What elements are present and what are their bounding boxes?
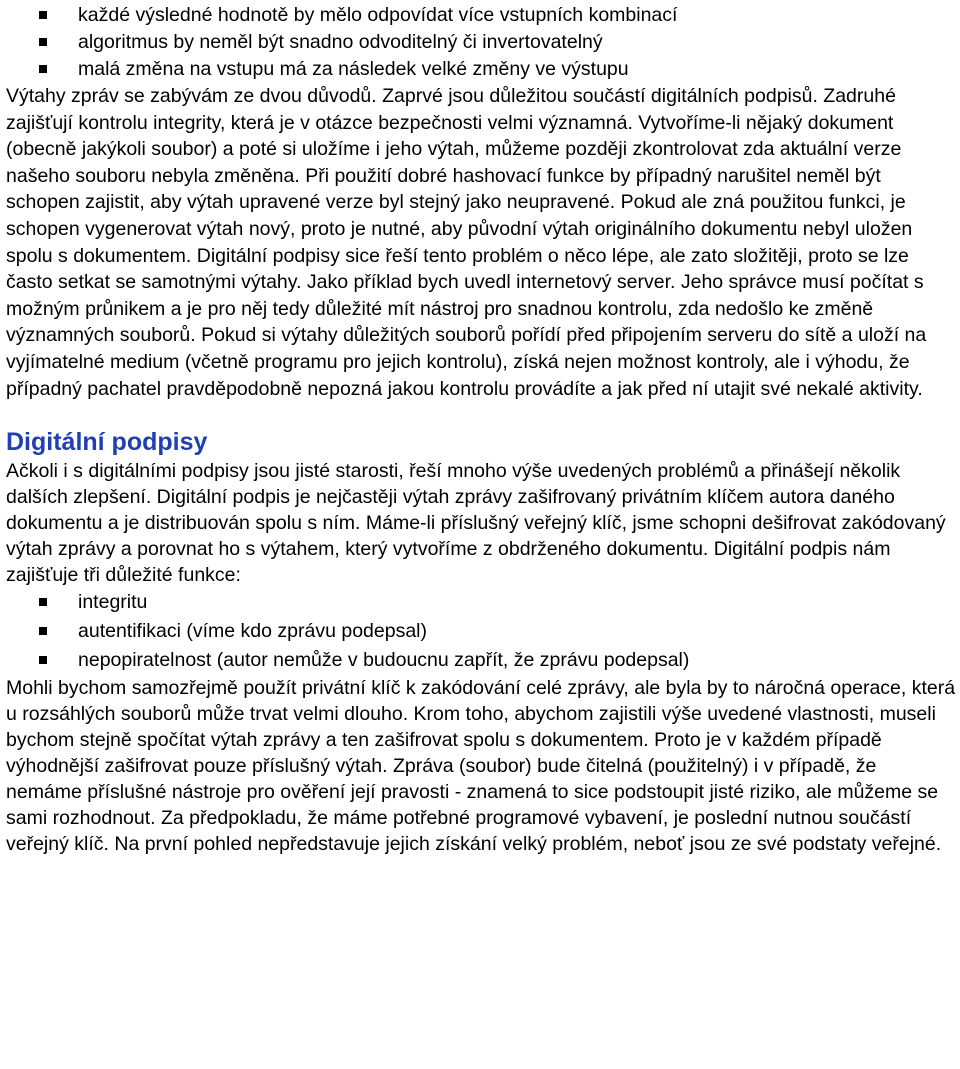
digital-signature-intro-paragraph: Ačkoli i s digitálními podpisy jsou jisté starosti, řeší mnoho výše uvedených problémů a přinášejí několik dalších zlepšení. Digitální podpis je nejčastěji výtah zprávy zašifrovaný privátním klíčem autora daného dokumentu a je distribuován spolu s ním. Máme-li příslušný veřejný klíč, jsme schopni dešifrovat zakódovaný výtah zprávy a porovnat ho s výtahem, který vytvoříme z obdrženého dokumentu. Digitální podpis nám zajišťuje tři důležité funkce:	[6, 460, 946, 587]
section-heading: Digitální podpisy	[6, 428, 208, 457]
list-item	[6, 56, 956, 83]
list-item-text: algoritmus by neměl být snadno odvoditelný či invertovatelný	[78, 31, 603, 53]
square-bullet-icon	[39, 38, 47, 46]
list-item-text: malá změna na vstupu má za následek velké změny ve výstupu	[78, 58, 629, 80]
list-item	[6, 646, 956, 675]
list-item	[6, 29, 956, 56]
square-bullet-icon	[39, 656, 47, 664]
closing-paragraph: Mohli bychom samozřejmě použít privátní klíč k zakódování celé zprávy, ale byla by to náročná operace, která u rozsáhlých souborů může trvat velmi dlouho. Krom toho, abychom zajistili výše uvedené vlastnosti, museli bychom stejně spočítat výtah zprávy a ten zašifrovat spolu s dokumentem. Proto je v každém případě výhodnější zašifrovat pouze příslušný výtah. Zpráva (soubor) bude čitelná (použitelný) i v případě, že nemáme příslušné nástroje pro ověření její pravosti - znamená to sice podstoupit jisté riziko, ale můžeme se sami rozhodnout. Za předpokladu, že máme potřebné programové vybavení, je poslední nutnou součástí veřejný klíč. Na první pohled nepředstavuje jejich získání velký problém, neboť jsou ze své podstaty veřejné.	[6, 677, 956, 856]
message-digest-paragraph: Výtahy zpráv se zabývám ze dvou důvodů. Zaprvé jsou důležitou součástí digitálních podpisů. Zadruhé zajišťují kontrolu integrity, která je v otázce bezpečnosti velmi významná. Vytvoříme-li nějaký dokument (obecně jakýkoli soubor) a poté si uložíme i jeho výtah, můžeme později zkontrolovat zda aktuální verze našeho souboru nebyla změněna. Při použití dobré hashovací funkce by případný narušitel neměl být schopen zajistit, aby výtah upravené verze byl stejný jako neupravené. Pokud ale zná použitou funkci, je schopen vygenerovat výtah nový, proto je nutné, aby původní výtah originálního dokumentu nebyl uložen spolu s dokumentem. Digitální podpisy sice řeší tento problém o něco lépe, ale zato složitěji, proto se lze často setkat se samotnými výtahy. Jako příklad bych uvedl internetový server. Jeho správce musí počítat s možným průnikem a je pro něj tedy důležité mít nástroj pro snadnou kontrolu, zda nedošlo ke změně významných souborů. Pokud si výtahy důležitých souborů pořídí před připojením serveru do sítě a uloží na vyjímatelné medium (včetně programu pro jejich kontrolu), získá nejen možnost kontroly, ale i výhodu, že případný pachatel pravděpodobně nepozná jakou kontrolu provádíte a jak před ní utajit své nekalé aktivity.	[6, 85, 927, 400]
list-item-text: každé výsledné hodnotě by mělo odpovídat více vstupních kombinací	[78, 4, 678, 26]
list-item	[6, 588, 956, 617]
list-item-text: autentifikaci (víme kdo zprávu podepsal)	[78, 620, 428, 643]
square-bullet-icon	[39, 11, 47, 19]
hash-properties-list	[6, 2, 956, 83]
square-bullet-icon	[39, 598, 47, 606]
square-bullet-icon	[39, 65, 47, 73]
signature-functions-list	[6, 588, 956, 675]
list-item	[6, 617, 956, 646]
list-item	[6, 2, 956, 29]
list-item-text: integritu	[78, 591, 148, 614]
list-item-text: nepopiratelnost (autor nemůže v budoucnu zapřít, že zprávu podepsal)	[78, 649, 690, 672]
square-bullet-icon	[39, 627, 47, 635]
